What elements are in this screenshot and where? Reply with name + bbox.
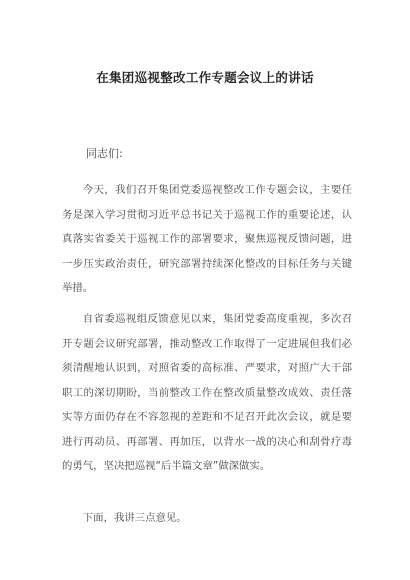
paragraph-rectification-progress: 自省委巡视组反馈意见以来，集团党委高度重视，多次召开专题会议研究部署，推动整改工作取得了一定进展但我们必须清醒地认识到，对照省委的高标准、严要求，对照广大干部职工的深切期盼，当前整改工作在整改质量整改成效、责任落实等方面仍存在不容忽视的差距和不足召开此次会议，就是要进行再动员、再部署、再加压，以背水一战的决心和刮骨疗毒的勇气，坚决把巡视“后半篇文章”做深做实。 (62, 313, 352, 472)
document-title: 在集团巡视整改工作专题会议上的讲话 (96, 70, 314, 85)
paragraph-three-points: 下面，我讲三点意见。 (82, 512, 187, 524)
paragraph-opening: 今天，我们召开集团党委巡视整改工作专题会议，主要任务是深入学习贯彻习近平总书记关于巡视工作的重要论述，认真落实省委关于巡视工作的部署要求，聚焦巡视反馈问题，进一步压实政治责任，研究部署持续深化整改的目标任务与关键举措。 (62, 184, 352, 294)
salutation: 同志们: (86, 147, 123, 160)
